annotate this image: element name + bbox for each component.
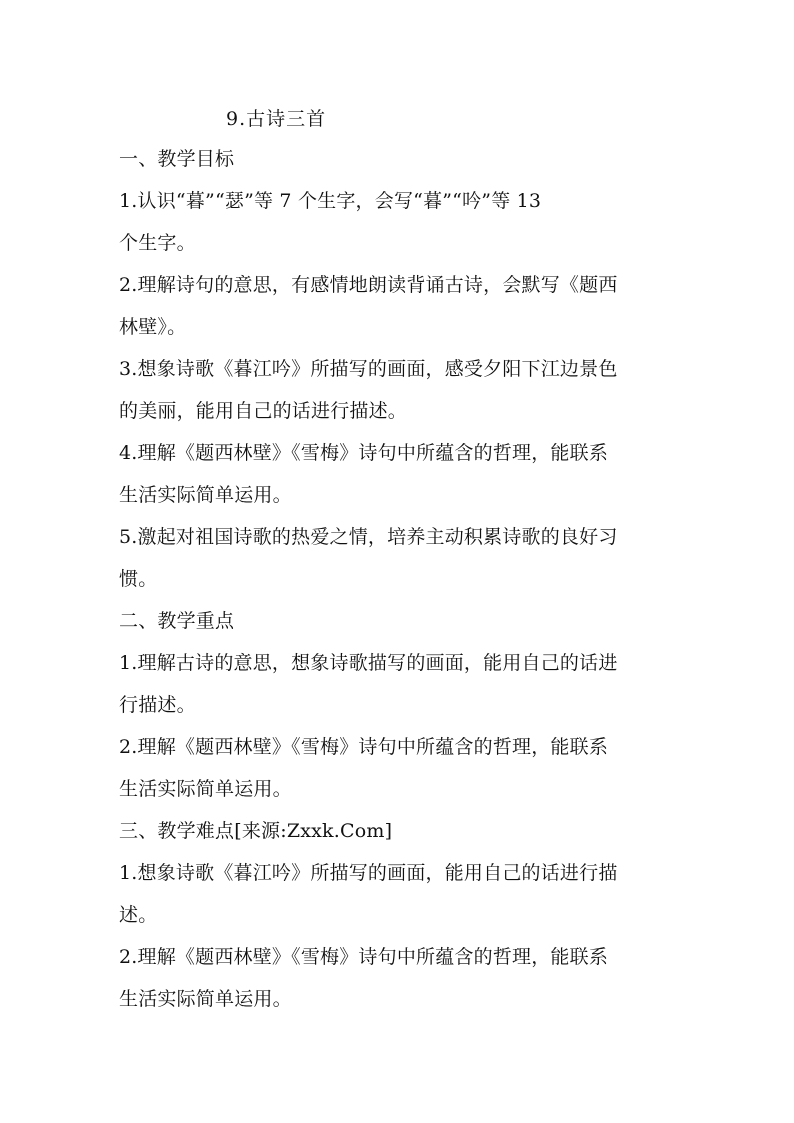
difficulty-item-1-line-1: 1.想象诗歌《暮江吟》所描写的画面，能用自己的话进行描 [119, 862, 618, 884]
objective-item-4 [119, 439, 675, 509]
objective-item-1-line-1: 1.认识“暮”“瑟”等 7 个生字，会写“暮”“吟”等 13 [119, 190, 542, 212]
objective-item-4-line-2: 生活实际简单运用。 [119, 484, 292, 506]
objective-item-3 [119, 355, 675, 425]
difficulty-item-1 [119, 859, 675, 929]
objective-item-5-line-1: 5.激起对祖国诗歌的热爱之情，培养主动积累诗歌的良好习 [119, 526, 618, 548]
key-point-item-1-line-2: 行描述。 [119, 694, 196, 716]
key-point-item-1-line-1: 1.理解古诗的意思，想象诗歌描写的画面，能用自己的话进 [119, 652, 618, 674]
document-title: 9.古诗三首 [226, 108, 327, 130]
objective-item-2-line-2: 林壁》。 [119, 316, 187, 338]
objective-item-4-line-1: 4.理解《题西林壁》《雪梅》诗句中所蕴含的哲理，能联系 [119, 442, 609, 464]
section-heading-key-points: 二、教学重点 [119, 610, 235, 632]
difficulty-item-1-line-2: 述。 [119, 904, 158, 926]
objective-item-2 [119, 271, 675, 341]
objective-item-2-line-1: 2.理解诗句的意思，有感情地朗读背诵古诗，会默写《题西 [119, 274, 618, 296]
difficulty-item-2 [119, 943, 675, 1013]
difficulty-item-2-line-1: 2.理解《题西林壁》《雪梅》诗句中所蕴含的哲理，能联系 [119, 946, 609, 968]
key-point-item-1 [119, 649, 675, 719]
objective-item-1 [119, 187, 675, 257]
key-point-item-2 [119, 733, 675, 803]
section-heading-difficulties: 三、教学难点[来源:Zxxk.Com] [119, 820, 393, 842]
section-heading-objectives: 一、教学目标 [119, 148, 235, 170]
document-body [119, 145, 675, 1027]
objective-item-5 [119, 523, 675, 593]
difficulty-item-2-line-2: 生活实际简单运用。 [119, 988, 292, 1010]
key-point-item-2-line-1: 2.理解《题西林壁》《雪梅》诗句中所蕴含的哲理，能联系 [119, 736, 609, 758]
objective-item-3-line-1: 3.想象诗歌《暮江吟》所描写的画面，感受夕阳下江边景色 [119, 358, 618, 380]
objective-item-3-line-2: 的美丽，能用自己的话进行描述。 [119, 400, 408, 422]
objective-item-5-line-2: 惯。 [119, 568, 158, 590]
key-point-item-2-line-2: 生活实际简单运用。 [119, 778, 292, 800]
objective-item-1-line-2: 个生字。 [119, 232, 196, 254]
